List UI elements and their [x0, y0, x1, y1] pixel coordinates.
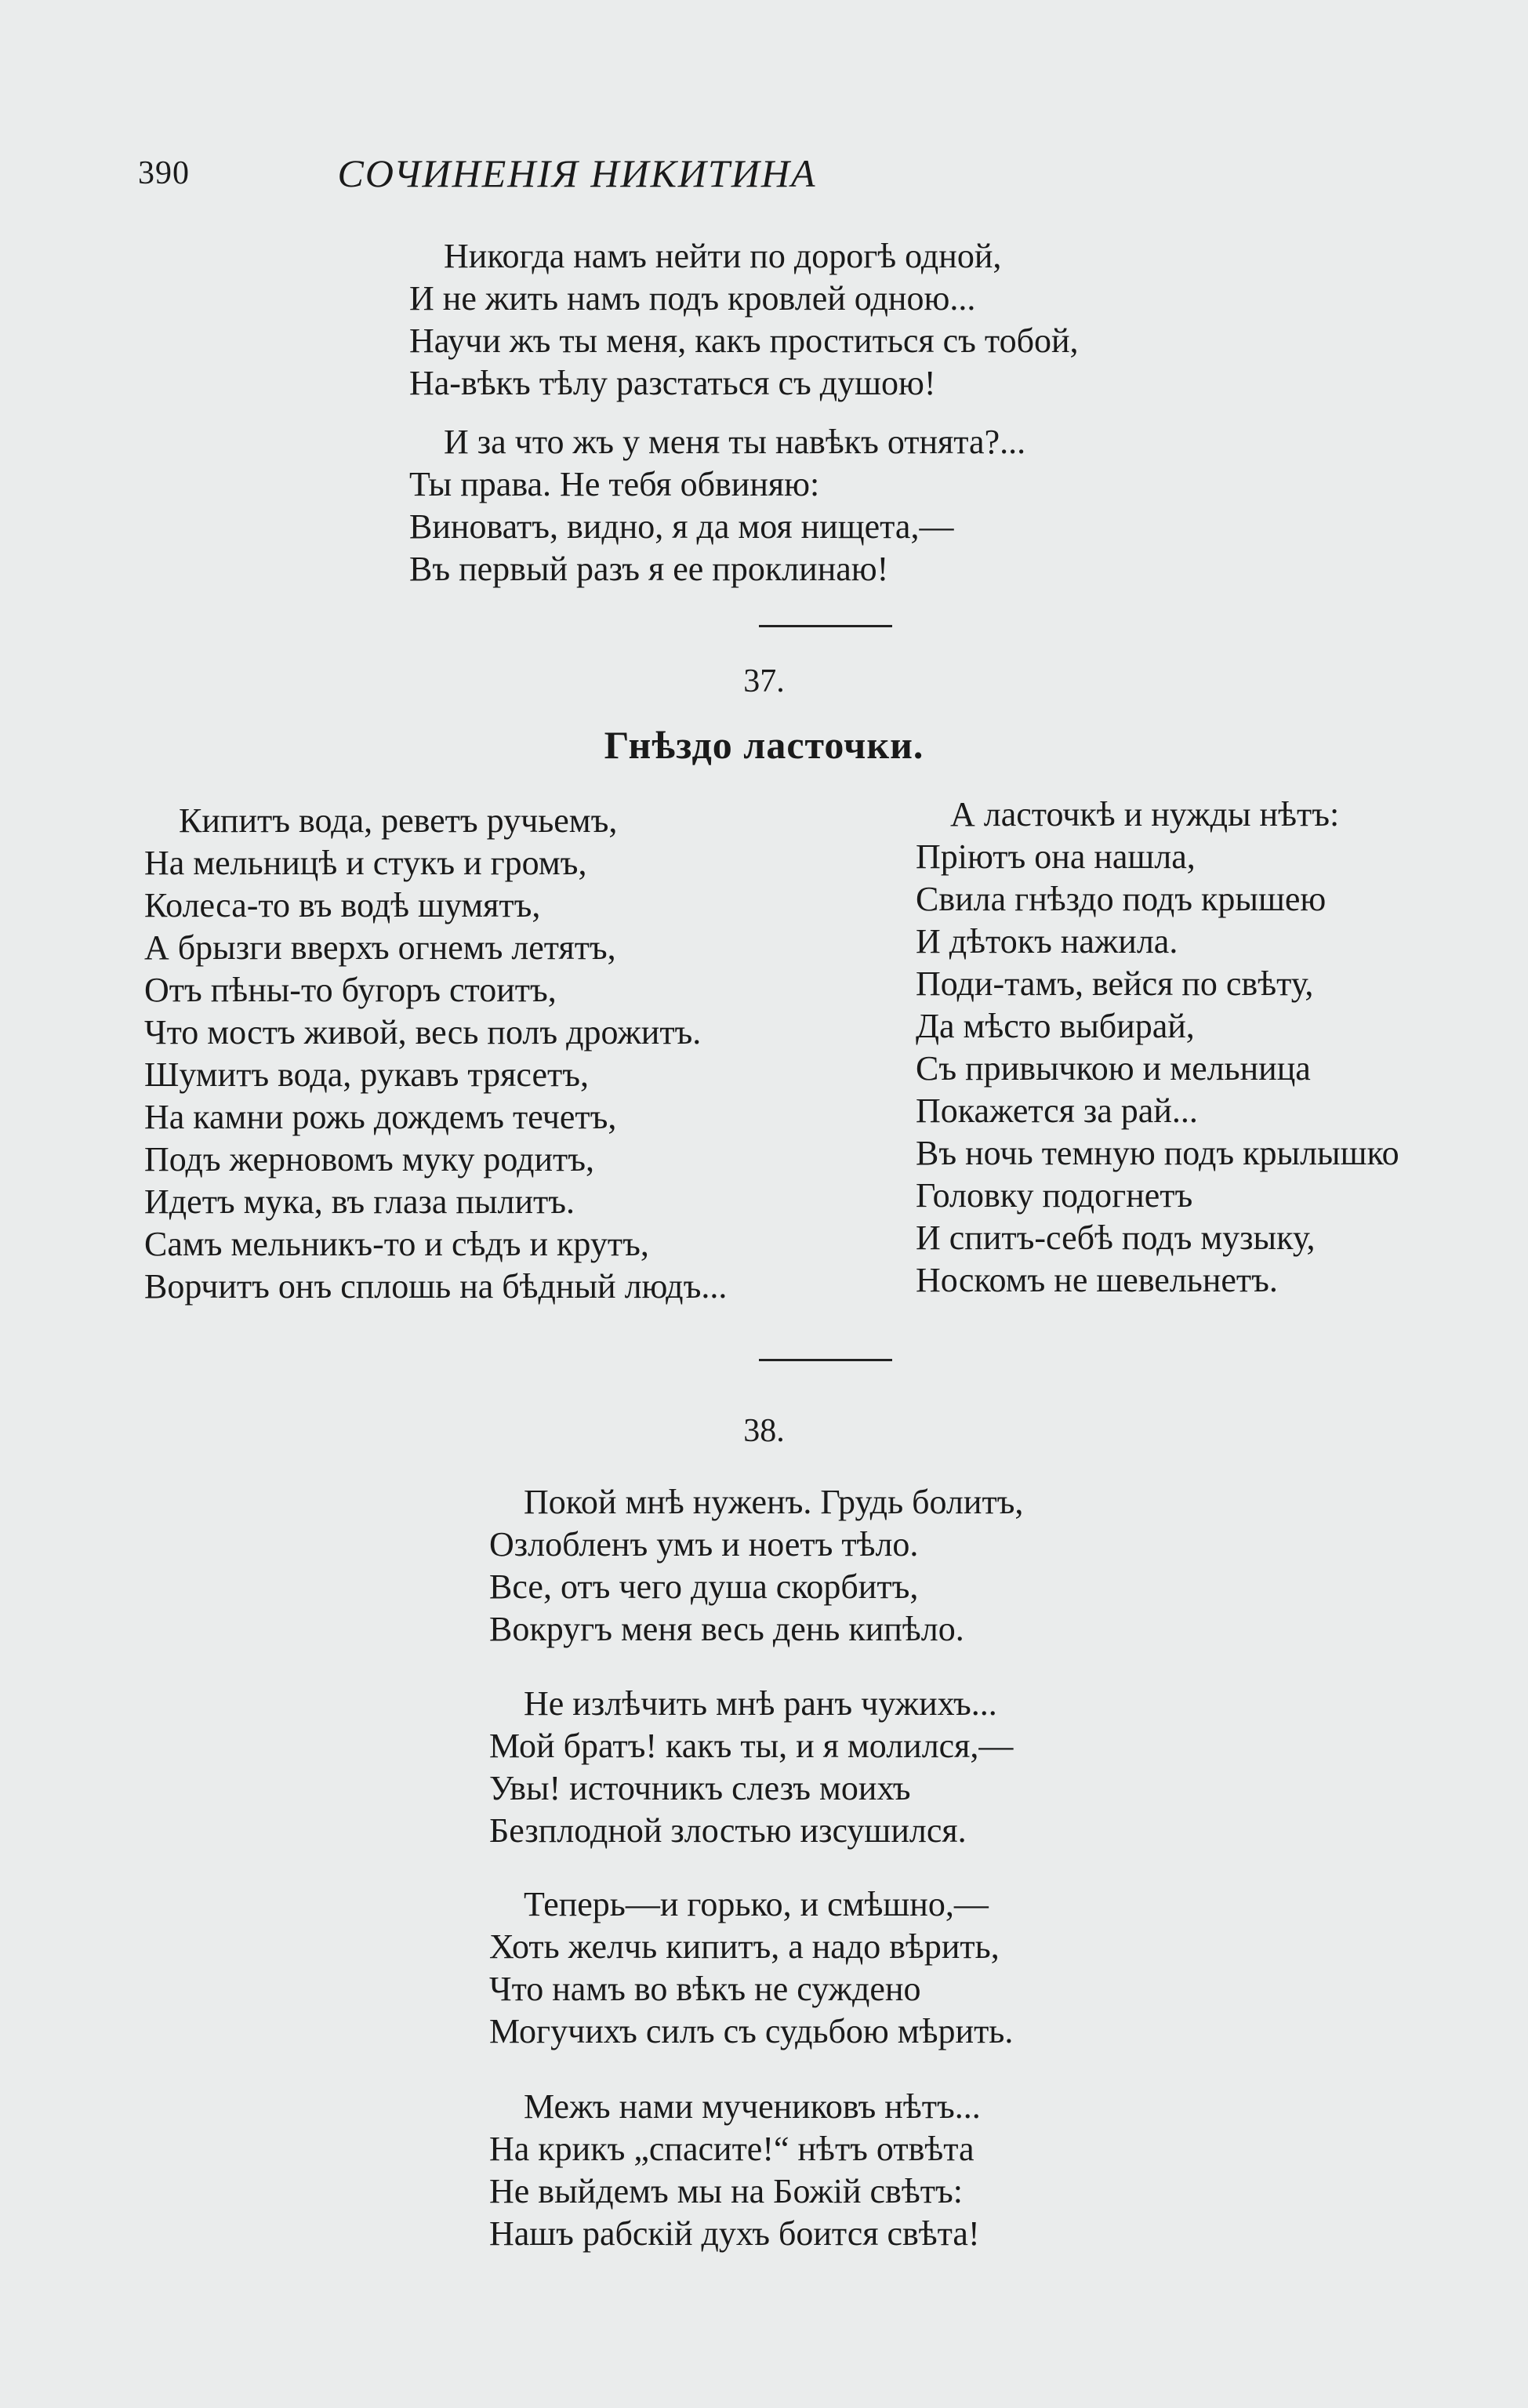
- verse-line: Кипитъ вода, реветъ ручьемъ,: [179, 801, 618, 840]
- verse-line: А ласточкѣ и нужды нѣтъ:: [950, 795, 1340, 834]
- poem-number: 38.: [743, 1413, 785, 1449]
- verse-line: Что намъ во вѣкъ не суждено: [489, 1970, 921, 2008]
- verse-line: Вокругъ меня весь день кипѣло.: [489, 1610, 964, 1648]
- poem37-right-column: [916, 794, 1399, 1302]
- verse-line: Теперь—и горько, и смѣшно,—: [524, 1885, 989, 1923]
- verse-line: Увы! источникъ слезъ моихъ: [489, 1769, 911, 1807]
- verse-line: И дѣтокъ нажила.: [916, 922, 1178, 961]
- verse-line: Покажется за рай...: [916, 1091, 1198, 1130]
- verse-line: Ты права. Не тебя обвиняю:: [409, 465, 820, 503]
- verse-line: Озлобленъ умъ и ноетъ тѣло.: [489, 1525, 919, 1564]
- verse-line: Никогда намъ нейти по дорогѣ одной,: [444, 237, 1002, 275]
- verse-line: На камни рожь дождемъ течетъ,: [144, 1098, 617, 1136]
- poem38-stanza-2: [489, 1683, 1013, 1852]
- verse-line: Да мѣсто выбирай,: [916, 1007, 1195, 1045]
- verse-line: Колеса-то въ водѣ шумятъ,: [144, 886, 541, 924]
- verse-line: На мельницѣ и стукъ и громъ,: [144, 844, 587, 882]
- page-header: [138, 146, 1087, 201]
- verse-line: Въ ночь темную подъ крылышко: [916, 1134, 1399, 1172]
- verse-line: Идетъ мука, въ глаза пылитъ.: [144, 1182, 575, 1221]
- verse-line: Свила гнѣздо подъ крышею: [916, 880, 1327, 918]
- verse-line: Ворчитъ онъ сплошь на бѣдный людъ...: [144, 1267, 728, 1306]
- verse-line: Научи жъ ты меня, какъ проститься съ тобой,: [409, 321, 1079, 360]
- poem36-stanza-2: [409, 421, 1025, 590]
- verse-line: Головку подогнетъ: [916, 1176, 1193, 1215]
- poem38-stanza-1: [489, 1481, 1023, 1651]
- verse-line: На крикъ „спасите!“ нѣтъ отвѣта: [489, 2130, 975, 2168]
- poem38-stanza-3: [489, 1883, 1013, 2053]
- poem37-left-column: [144, 800, 727, 1308]
- verse-line: Мой братъ! какъ ты, и я молился,—: [489, 1727, 1014, 1765]
- verse-line: Не выйдемъ мы на Божій свѣтъ:: [489, 2172, 963, 2210]
- verse-line: Въ первый разъ я ее проклинаю!: [409, 550, 889, 588]
- verse-line: Все, отъ чего душа скорбитъ,: [489, 1567, 919, 1606]
- verse-line: Что мостъ живой, весь полъ дрожитъ.: [144, 1013, 702, 1051]
- section-divider: [759, 1359, 892, 1361]
- poem-number: 37.: [743, 663, 785, 699]
- verse-line: Покой мнѣ нуженъ. Грудь болитъ,: [524, 1483, 1024, 1521]
- verse-line: Виноватъ, видно, я да моя нищета,—: [409, 507, 954, 546]
- verse-line: Межъ нами мучениковъ нѣтъ...: [524, 2087, 981, 2126]
- verse-line: Самъ мельникъ-то и сѣдъ и крутъ,: [144, 1225, 649, 1263]
- verse-line: Съ привычкою и мельница: [916, 1049, 1311, 1088]
- verse-line: Поди-тамъ, вейся по свѣту,: [916, 964, 1314, 1003]
- verse-line: Нашъ рабскій духъ боится свѣта!: [489, 2214, 980, 2253]
- verse-line: Подъ жерновомъ муку родитъ,: [144, 1140, 595, 1179]
- verse-line: Хоть желчь кипитъ, а надо вѣрить,: [489, 1927, 1000, 1966]
- verse-line: Пріютъ она нашла,: [916, 837, 1196, 876]
- verse-line: И не жить намъ подъ кровлей одною...: [409, 279, 976, 318]
- running-title: СОЧИНЕНІЯ НИКИТИНА: [337, 151, 817, 195]
- verse-line: На-вѣкъ тѣлу разстаться съ душою!: [409, 364, 936, 402]
- verse-line: И спитъ-себѣ подъ музыку,: [916, 1219, 1316, 1257]
- poem38-stanza-4: [489, 2086, 981, 2255]
- verse-line: Могучихъ силъ съ судьбою мѣрить.: [489, 2012, 1014, 2050]
- verse-line: И за что жъ у меня ты навѣкъ отнята?...: [444, 423, 1026, 461]
- verse-line: Шумитъ вода, рукавъ трясетъ,: [144, 1055, 589, 1094]
- section-divider: [759, 625, 892, 627]
- verse-line: Безплодной злостью изсушился.: [489, 1811, 967, 1850]
- verse-line: А брызги вверхъ огнемъ летятъ,: [144, 928, 616, 967]
- verse-line: Не излѣчить мнѣ ранъ чужихъ...: [524, 1684, 997, 1723]
- verse-line: Отъ пѣны-то бугоръ стоитъ,: [144, 971, 557, 1009]
- verse-line: Носкомъ не шевельнетъ.: [916, 1261, 1278, 1299]
- page-number: 390: [138, 155, 190, 191]
- poem-title: Гнѣздо ласточки.: [604, 723, 924, 767]
- poem36-stanza-1: [409, 235, 1079, 405]
